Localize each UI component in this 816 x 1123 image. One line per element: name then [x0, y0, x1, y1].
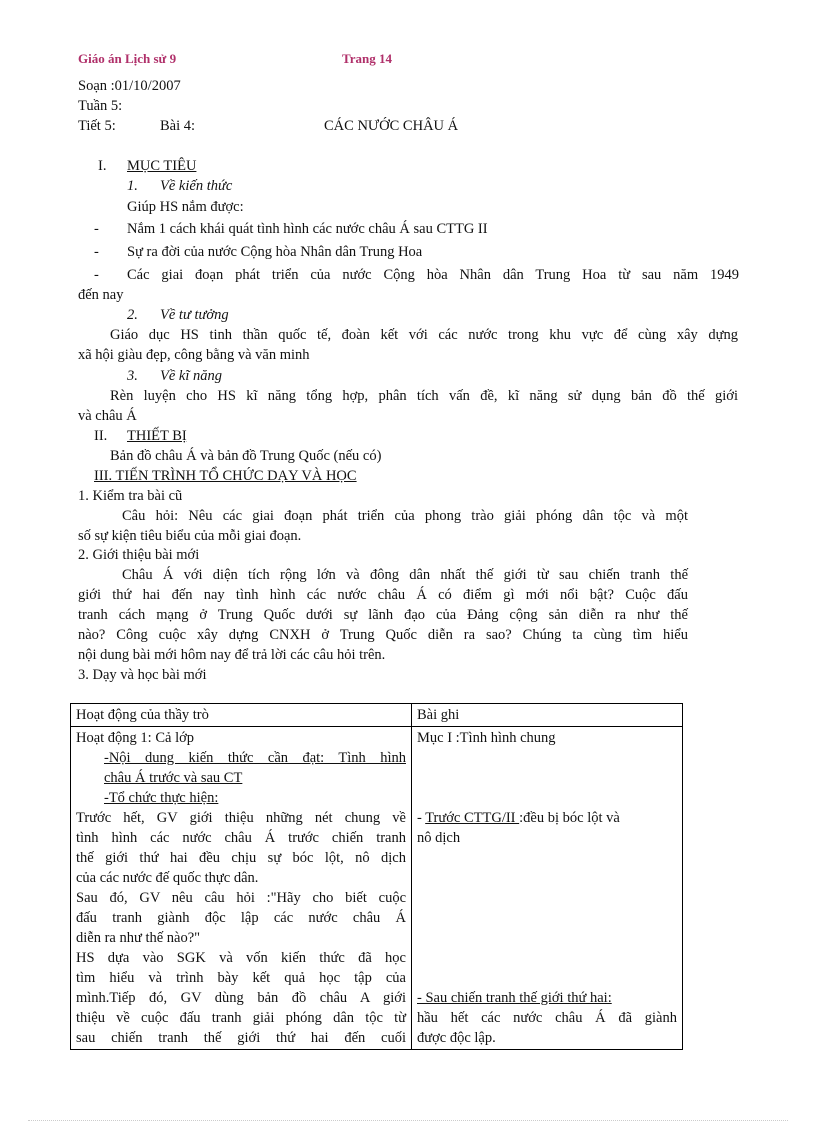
paragraph-line: nào? Công cuộc xây dựng CNXH ở Trung Quốc diễn ra sao? Chúng ta cùng tìm hiểu: [78, 627, 688, 643]
cell-line: Trước hết, GV giới thiệu những nét chung về: [76, 810, 406, 826]
table-header-row: [71, 704, 683, 727]
paragraph-line: Châu Á với diện tích rộng lớn và đông dân nhất thế giới từ sau chiến tranh thế: [122, 567, 688, 583]
bullet-item: Nắm 1 cách khái quát tình hình các nước châu Á sau CTTG II: [127, 221, 488, 237]
note-dash: -: [417, 810, 426, 826]
header-subject: Giáo án Lịch sử 9: [78, 51, 177, 66]
subsection-1-title: Về kiến thức: [160, 178, 233, 194]
step-1-heading: 1. Kiểm tra bài cũ: [78, 488, 183, 504]
content-goal-line: châu Á trước và sau CT: [104, 770, 243, 786]
paragraph-line: và châu Á: [78, 408, 137, 424]
paragraph-line: Câu hỏi: Nêu các giai đoạn phát triển của phong trào giải phóng dân tộc và một: [122, 508, 688, 524]
bullet-item-continuation: đến nay: [78, 287, 124, 303]
section-2-heading: THIẾT BỊ: [127, 428, 187, 444]
step-3-heading: 3. Dạy và học bài mới: [78, 667, 207, 683]
week: Tuần 5:: [78, 98, 123, 114]
cell-line: HS dựa vào SGK và vốn kiến thức đã học: [76, 950, 406, 966]
notes-section-title: Mục I :Tình hình chung: [417, 730, 556, 746]
equipment-text: Bản đồ châu Á và bản đồ Trung Quốc (nếu có): [110, 448, 382, 464]
paragraph-line: tranh cách mạng ở Trung Quốc dưới sự lãnh đạo của Đảng cộng sản diễn ra như thế: [78, 607, 688, 623]
cell-line: được độc lập.: [417, 1030, 496, 1046]
cell-line: hầu hết các nước châu Á đã giành: [417, 1010, 677, 1026]
cell-line: sau chiến tranh thế giới thứ hai đến cuối: [76, 1030, 406, 1046]
header-page-number: Trang 14: [342, 51, 392, 66]
cell-line: của các nước đế quốc thực dân.: [76, 870, 259, 886]
page-bottom-divider: [28, 1120, 788, 1121]
subsection-1-number: 1.: [127, 178, 138, 194]
paragraph-line: nội dung bài mới hôm nay để trả lời các câu hỏi trên.: [78, 647, 386, 663]
cell-line: thiệu về cuộc đấu tranh giải phóng dân tộc từ: [76, 1010, 406, 1026]
cell-line: thế giới thứ hai đều chịu sự bóc lột, nô dịch: [76, 850, 406, 866]
cell-line: đấu tranh giành độc lập các nước châu Á: [76, 910, 406, 926]
cell-line: tình hình các nước châu Á trước chiến tranh: [76, 830, 406, 846]
activities-cell: [71, 727, 412, 1050]
note-before-war-label: Trước CTTG/II: [425, 810, 520, 826]
paragraph-line: số sự kiện tiêu biểu của mỗi giai đoạn.: [78, 528, 302, 544]
cell-line: nô dịch: [417, 830, 461, 846]
header-cell-notes: Bài ghi: [412, 704, 683, 727]
lesson-table: [70, 703, 683, 1050]
period: Tiết 5:: [78, 118, 116, 134]
table-row: [71, 727, 683, 1050]
subsection-2-number: 2.: [127, 307, 138, 323]
bullet-item: Sự ra đời của nước Cộng hòa Nhân dân Trung Hoa: [127, 244, 423, 260]
paragraph-line: giới thứ hai đến nay tình hình các nước châu Á có điểm gì mới nổi bật? Cuộc đấu: [78, 587, 688, 603]
subsection-3-title: Về kĩ năng: [160, 368, 223, 384]
intro-text: Giúp HS nắm được:: [127, 199, 244, 215]
cell-line: diễn ra như thế nào?": [76, 930, 201, 946]
notes-cell: [412, 727, 683, 1050]
step-2-heading: 2. Giới thiệu bài mới: [78, 547, 200, 563]
cell-line: Sau đó, GV nêu câu hỏi :"Hãy cho biết cuộc: [76, 890, 406, 906]
cell-line: tìm hiểu và trình bày kết quả học tập của: [76, 970, 406, 986]
content-goal-line: -Nội dung kiến thức cần đạt: Tình hình: [104, 750, 406, 766]
note-after-war-label: - Sau chiến tranh thế giới thứ hai:: [417, 990, 612, 1006]
date-prepared: Soạn :01/10/2007: [78, 78, 181, 94]
paragraph-line: Giáo dục HS tinh thần quốc tế, đoàn kết với các nước trong khu vực để cùng xây dựng: [110, 327, 738, 343]
paragraph-line: Rèn luyện cho HS kĩ năng tổng hợp, phân tích vấn đề, kĩ năng sử dụng bản đồ thế giới: [110, 388, 738, 404]
bullet-dash: -: [94, 244, 99, 260]
organization-heading: -Tổ chức thực hiện:: [104, 790, 219, 806]
cell-line: mình.Tiếp đó, GV dùng bản đồ châu A giới: [76, 990, 406, 1006]
section-2-number: II.: [94, 428, 108, 444]
section-3-heading: III. TIẾN TRÌNH TỔ CHỨC DẠY VÀ HỌC: [94, 468, 357, 484]
paragraph-line: xã hội giàu đẹp, công bằng và văn minh: [78, 347, 310, 363]
lesson-title: CÁC NƯỚC CHÂU Á: [324, 118, 459, 134]
subsection-3-number: 3.: [127, 368, 138, 384]
lesson-number: Bài 4:: [160, 118, 196, 134]
bullet-dash: -: [94, 221, 99, 237]
note-before-war-text: :đều bị bóc lột và: [519, 810, 620, 826]
activity-title: Hoạt động 1: Cả lớp: [76, 730, 195, 746]
bullet-item: Các giai đoạn phát triển của nước Cộng hòa Nhân dân Trung Hoa từ sau năm 1949: [127, 267, 739, 283]
section-1-number: I.: [98, 158, 107, 174]
section-1-heading: MỤC TIÊU: [127, 158, 197, 174]
header-cell-activities: Hoạt động của thầy trò: [71, 704, 412, 727]
subsection-2-title: Về tư tưởng: [160, 307, 229, 323]
bullet-dash: -: [94, 267, 99, 283]
note-before-war: [417, 808, 677, 828]
